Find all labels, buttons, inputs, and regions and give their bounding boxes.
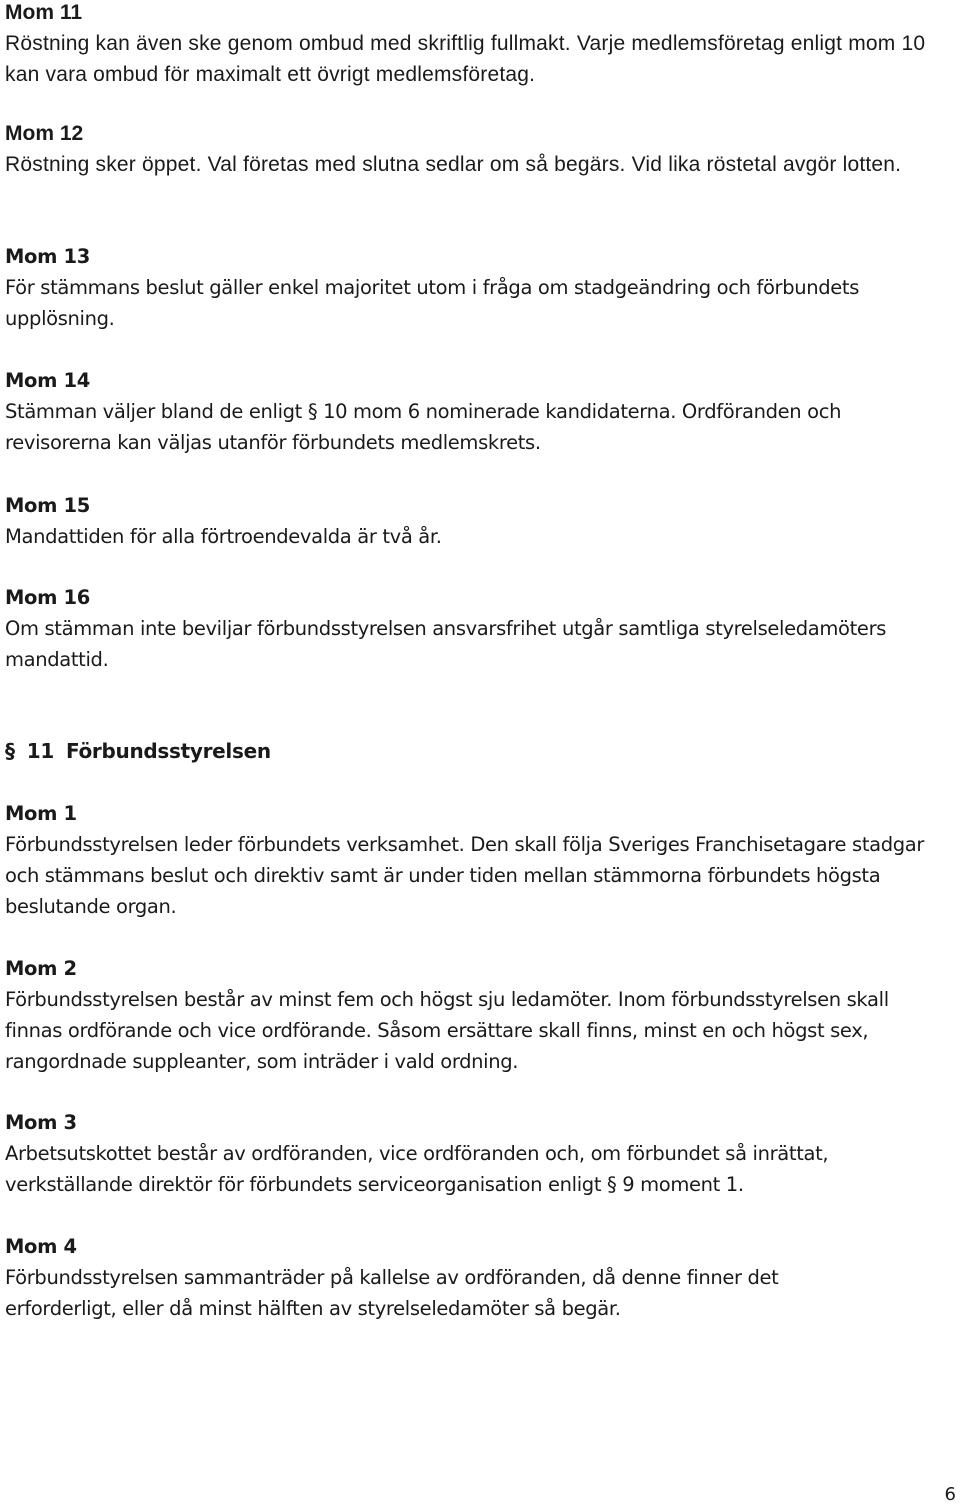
section-title: Mom 3 bbox=[5, 1111, 77, 1134]
section-mom-1 bbox=[5, 798, 960, 922]
chapter-number: 11 bbox=[26, 739, 54, 763]
section-title: Mom 11 bbox=[5, 1, 83, 24]
section-mom-13 bbox=[5, 241, 960, 334]
section-mom-11 bbox=[5, 0, 960, 90]
section-body: Arbetsutskottet består av ordföranden, vice ordföranden och, om förbundet så inrättat, verkställande direktör för förbundets serviceorganisation enligt § 9 moment 1. bbox=[5, 1142, 829, 1196]
section-mom-4 bbox=[5, 1231, 960, 1324]
section-mom-16 bbox=[5, 582, 960, 675]
section-body: Mandattiden för alla förtroendevalda är två år. bbox=[5, 525, 442, 548]
section-title: Mom 4 bbox=[5, 1235, 77, 1258]
section-body: Röstning kan även ske genom ombud med skriftlig fullmakt. Varje medlemsföretag enligt mom 10 kan vara ombud för maximalt ett övrigt medlemsföretag. bbox=[5, 32, 926, 86]
section-mom-14 bbox=[5, 365, 960, 458]
chapter-heading bbox=[5, 736, 960, 767]
section-body: För stämmans beslut gäller enkel majoritet utom i fråga om stadgeändring och förbundets upplösning. bbox=[5, 276, 860, 330]
section-mom-3 bbox=[5, 1107, 960, 1200]
section-title: Mom 16 bbox=[5, 586, 90, 609]
section-title: Mom 15 bbox=[5, 494, 90, 517]
section-title: Mom 1 bbox=[5, 802, 77, 825]
page-number: 6 bbox=[944, 1484, 956, 1505]
section-title: Mom 2 bbox=[5, 957, 77, 980]
section-mom-12 bbox=[5, 118, 960, 180]
section-body: Röstning sker öppet. Val företas med slutna sedlar om så begärs. Vid lika röstetal avgör lotten. bbox=[5, 153, 902, 176]
section-body: Stämman väljer bland de enligt § 10 mom 6 nominerade kandidaterna. Ordföranden och revisorerna kan väljas utanför förbundets medlemskrets. bbox=[5, 400, 842, 454]
section-title: Mom 13 bbox=[5, 245, 90, 268]
section-mom-2 bbox=[5, 953, 960, 1077]
section-mom-15 bbox=[5, 490, 960, 552]
section-body: Förbundsstyrelsen består av minst fem och högst sju ledamöter. Inom förbundsstyrelsen skall finnas ordförande och vice ordförande. Såsom ersättare skall finns, minst en och högst sex, rangordnade suppleanter, som inträder i vald ordning. bbox=[5, 988, 889, 1073]
section-body: Förbundsstyrelsen leder förbundets verksamhet. Den skall följa Sveriges Franchisetagare stadgar och stämmans beslut och direktiv samt är under tiden mellan stämmorna förbundets högsta beslutande organ. bbox=[5, 833, 925, 918]
section-symbol: § bbox=[5, 739, 15, 763]
section-title: Mom 14 bbox=[5, 369, 90, 392]
section-body: Förbundsstyrelsen sammanträder på kallelse av ordföranden, då denne finner det erforderligt, eller då minst hälften av styrelseledamöter så begär. bbox=[5, 1266, 779, 1320]
section-title: Mom 12 bbox=[5, 122, 84, 145]
section-body: Om stämman inte beviljar förbundsstyrelsen ansvarsfrihet utgår samtliga styrelseledamöters mandattid. bbox=[5, 617, 887, 671]
chapter-title: Förbundsstyrelsen bbox=[65, 739, 271, 763]
